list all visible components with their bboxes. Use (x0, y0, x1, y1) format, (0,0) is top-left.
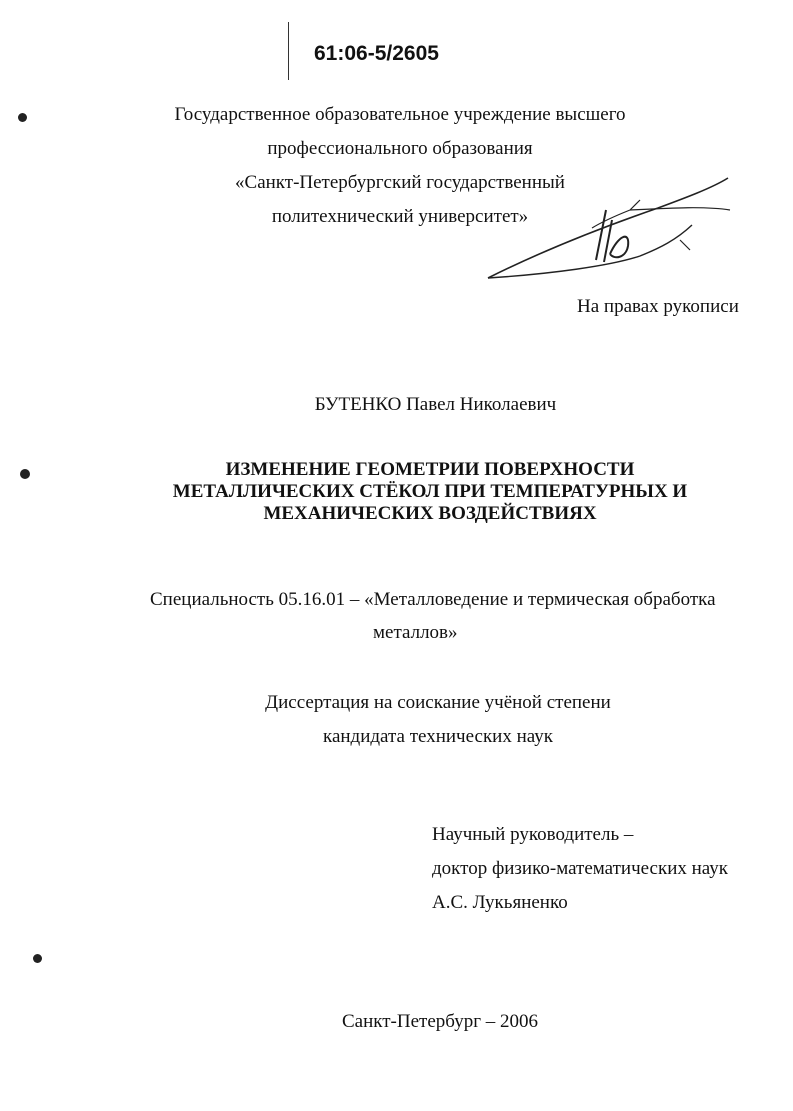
archive-code: 61:06-5/2605 (314, 42, 439, 65)
degree-line: Диссертация на соискание учёной степени (265, 692, 611, 713)
title-line: МЕТАЛЛИЧЕСКИХ СТЁКОЛ ПРИ ТЕМПЕРАТУРНЫХ И (172, 481, 688, 502)
specialty-line: металлов» (373, 622, 458, 643)
institution-line: «Санкт-Петербургский государственный (235, 172, 565, 193)
handwritten-signature-icon (480, 170, 740, 290)
institution-line: политехнический университет» (271, 206, 529, 227)
specialty-line: Специальность 05.16.01 – «Металловедение и термическая обработка (150, 589, 716, 610)
scan-speck (33, 954, 42, 963)
title-line: ИЗМЕНЕНИЕ ГЕОМЕТРИИ ПОВЕРХНОСТИ (225, 459, 635, 480)
degree-line: кандидата технических наук (323, 726, 553, 747)
supervisor-block (432, 818, 728, 920)
supervisor-line: Научный руководитель – (432, 824, 634, 845)
institution-line: Государственное образовательное учреждение высшего (174, 104, 626, 125)
scan-speck (20, 469, 30, 479)
supervisor-line: доктор физико-математических наук (432, 858, 728, 879)
scan-speck (18, 113, 27, 122)
title-line: МЕХАНИЧЕСКИХ ВОЗДЕЙСТВИЯХ (263, 503, 597, 524)
author-name: БУТЕНКО Павел Николаевич (314, 394, 557, 415)
institution-line: профессионального образования (267, 138, 533, 159)
dissertation-title (60, 459, 793, 525)
city-year: Санкт-Петербург – 2006 (341, 1011, 538, 1032)
stamp-divider (288, 22, 289, 80)
rights-note: На правах рукописи (577, 296, 739, 317)
supervisor-line: А.С. Лукьяненко (432, 892, 568, 913)
degree-block (238, 686, 638, 754)
